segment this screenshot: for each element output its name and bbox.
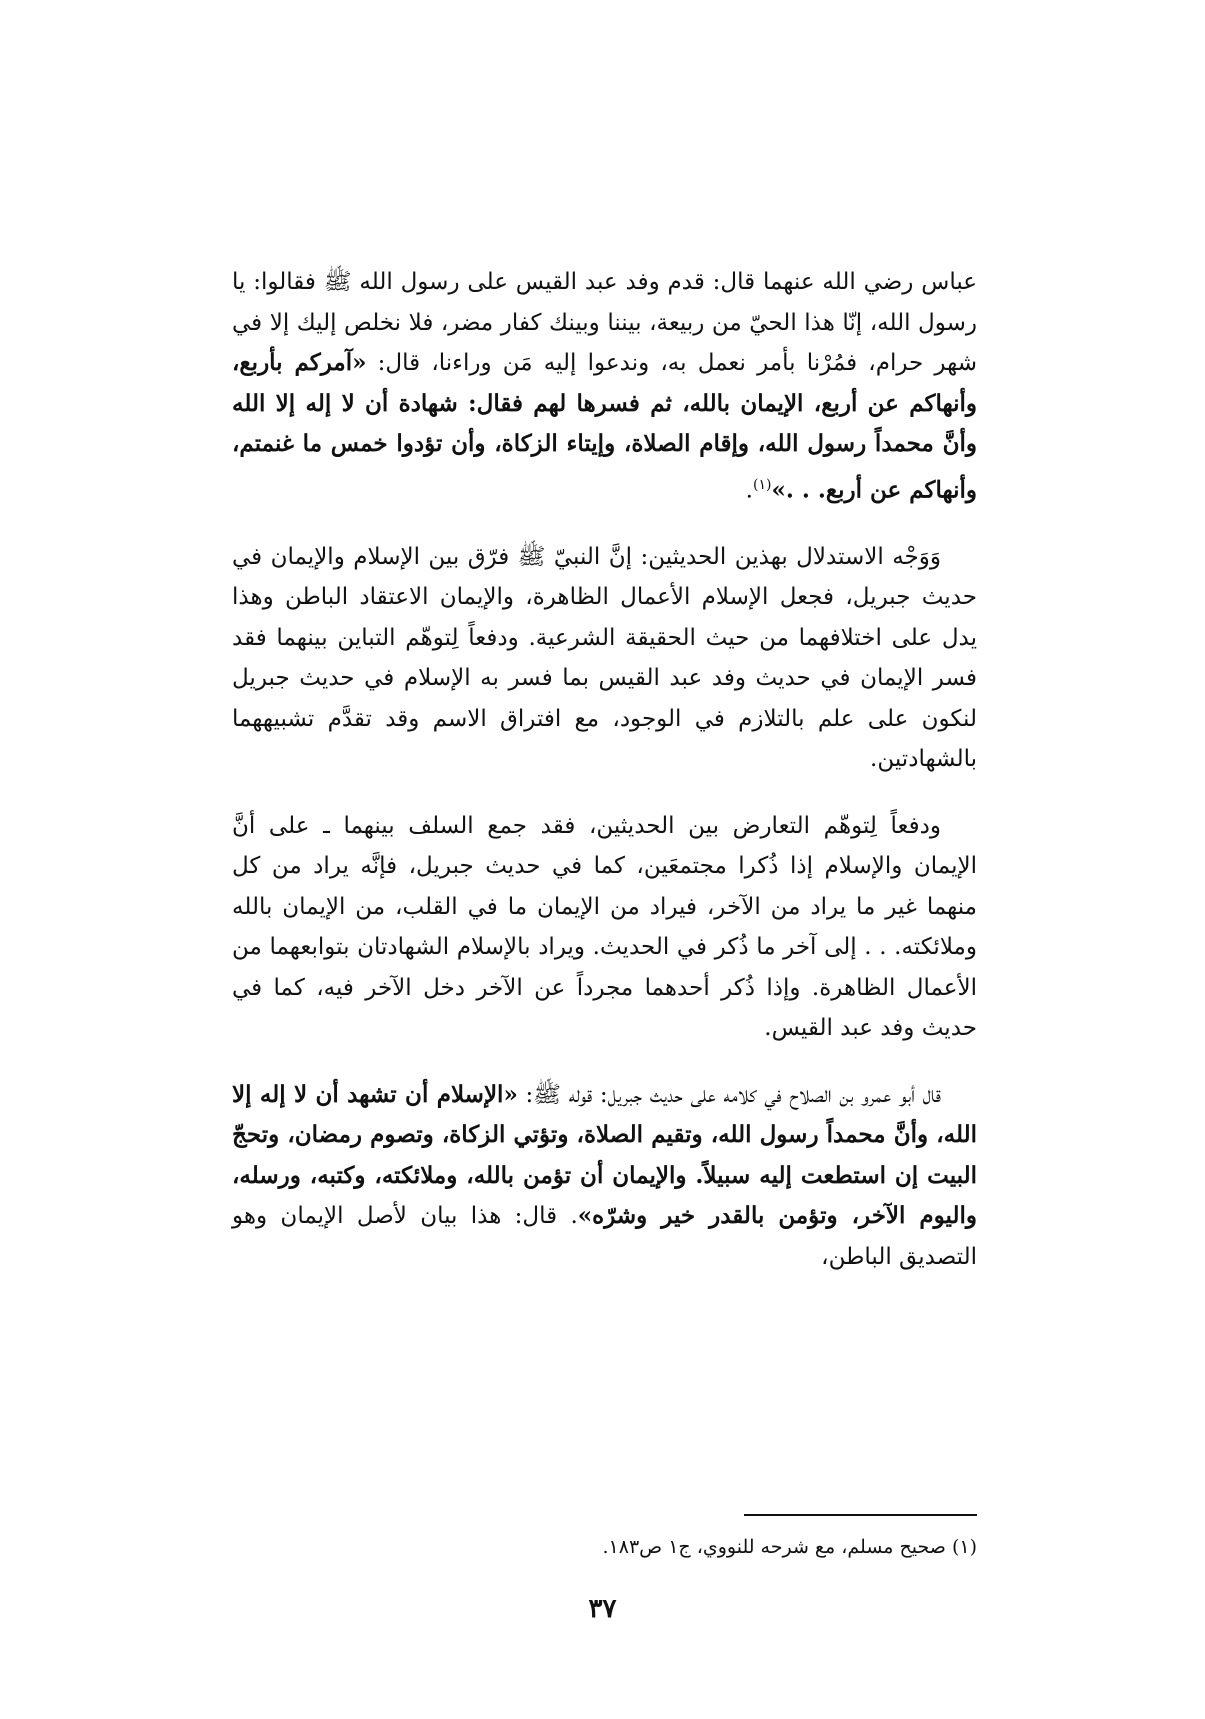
- p1-text-end: .: [745, 477, 753, 504]
- paragraph-1: [232, 262, 977, 511]
- page-body: [232, 262, 977, 1303]
- paragraph-2: [232, 537, 977, 780]
- p4-hadith-quote: «الإسلام أن تشهد أن لا إله إلا الله، وأنَّ محمداً رسول الله، وتقيم الصلاة، وتؤتي الزكاة، وتصوم رمضان، وتحجّ البيت إن استطعت إليه سبيلاً. والإيمان أن تؤمن بالله، وملائكته، وكتبه، ورسله، واليوم الآخر، وتؤمن بالقدر خير وشرّه»: [232, 1080, 977, 1230]
- p1-hadith-quote: «آمركم بأربع، وأنهاكم عن أربع، الإيمان بالله، ثم فسرها لهم فقال: شهادة أن لا إله إلا الله وأنَّ محمداً رسول الله، وإقام الصلاة، وإيتاء الزكاة، وأن تؤدوا خمس ما غنمتم، وأنهاكم عن أربع. . .»: [232, 349, 977, 504]
- p4-text-b: . قال: هذا بيان لأصل الإيمان وهو التصديق الباطن،: [232, 1203, 977, 1270]
- footnote: [232, 1532, 977, 1562]
- footnote-ref-1: (١): [752, 476, 772, 493]
- paragraph-3: [232, 806, 977, 1049]
- paragraph-4: [232, 1075, 977, 1278]
- p4-text-a: قال أبو عمرو بن الصلاح في كلامه على حديث جبريل: قوله ﷺ:: [517, 1081, 941, 1108]
- p1-text-a: عباس رضي الله عنهما قال: قدم وفد عبد القيس على رسول الله ﷺ فقالوا: يا رسول الله، إنّا هذا الحيّ من ربيعة، بيننا وبينك كفار مضر، فلا نخلص إليك إلا في شهر حرام، فمُرْنا بأمر نعمل به، وندعوا إليه مَن وراءنا، قال:: [232, 269, 977, 376]
- p3-text: ودفعاً لِتوهّم التعارض بين الحديثين، فقد جمع السلف بينهما ـ على أنَّ الإيمان والإسلام إذا ذُكرا مجتمعَين، كما في حديث جبريل، فإنَّه يراد من كل منهما غير ما يراد من الآخر، فيراد من الإيمان ما في القلب، من الإيمان بالله وملائكته. . . إلى آخر ما ذُكر في الحديث. ويراد بالإسلام الشهادتان بتوابعهما من الأعمال الظاهرة. وإذا ذُكر أحدهما مجرداً عن الآخر دخل الآخر فيه، كما في حديث وفد عبد القيس.: [232, 812, 977, 1042]
- footnote-divider: [744, 1514, 977, 1516]
- p2-text: وَوَجْه الاستدلال بهذين الحديثين: إنَّ النبيّ ﷺ فرّق بين الإسلام والإيمان في حديث جبريل، فجعل الإسلام الأعمال الظاهرة، والإيمان الاعتقاد الباطن وهذا يدل على اختلافهما من حيث الحقيقة الشرعية. ودفعاً لِتوهّم التباين بينهما فقد فسر الإيمان في حديث وفد عبد القيس بما فسر به الإسلام في حديث جبريل لنكون على علم بالتلازم في الوجود، مع افتراق الاسم وقد تقدَّم تشبيههما بالشهادتين.: [232, 543, 977, 773]
- footnote-text: صحيح مسلم، مع شرحه للنووي، ج١ ص١٨٣.: [602, 1536, 946, 1558]
- page-number: ٣٧: [588, 1594, 617, 1624]
- footnote-marker: (١): [951, 1536, 977, 1558]
